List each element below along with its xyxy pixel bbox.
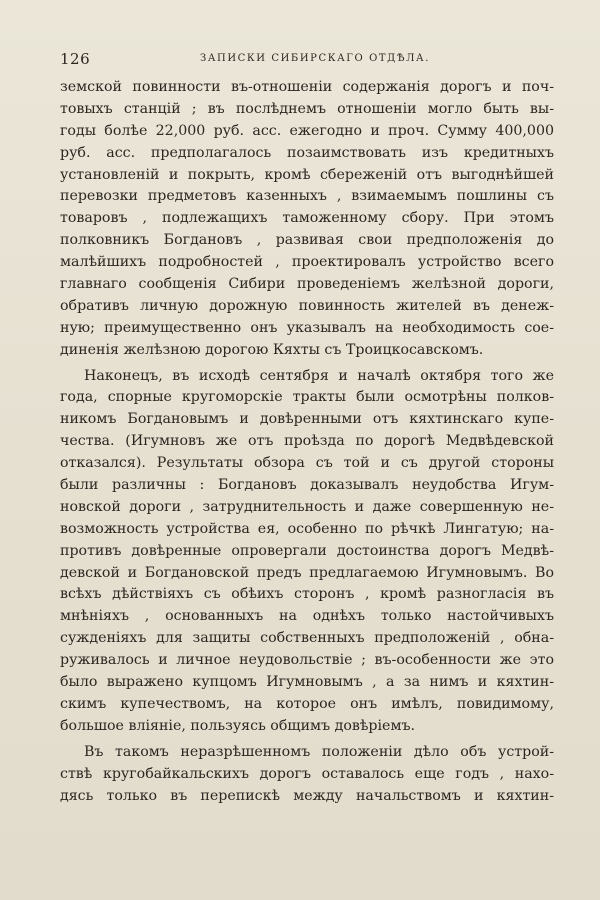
text-line: мнѣніяхъ , основанныхъ на однѣхъ только настойчивыхъ — [60, 608, 554, 625]
paragraph — [60, 742, 554, 808]
paragraph — [60, 366, 554, 738]
text-line: было выражено купцомъ Игумновымъ , а за нимъ и кяхтин- — [60, 674, 554, 691]
text-line: скимъ купечествомъ, на которое онъ имѣлъ, повидимому, — [60, 695, 554, 712]
text-line: Наконецъ, въ исходѣ сентября и началѣ октября того же — [84, 367, 554, 384]
text-line: главнаго сообщенія Сибири проведеніемъ желѣзной дороги, — [60, 276, 554, 293]
text-line: ствѣ кругобайкальскихъ дорогъ оставалось еще годъ , нахо- — [60, 765, 554, 782]
text-line: большое вліяніе, пользуясь общимъ довѣріемъ. — [60, 717, 416, 734]
text-line: дясь только въ перепискѣ между начальствомъ и кяхтин- — [60, 787, 554, 804]
text-line: ную; преимущественно онъ указывалъ на необходимость сое- — [60, 319, 554, 336]
text-line: руживалось и личное неудовольствіе ; въ-особенности же это — [60, 652, 554, 669]
page-number: 126 — [60, 50, 91, 68]
text-line: годы болѣе 22,000 руб. асс. ежегодно и проч. Сумму 400,000 — [60, 122, 554, 139]
page-header — [60, 50, 550, 72]
text-line: установленій и покрыть, кромѣ сбереженій отъ выгоднѣйшей — [60, 166, 554, 183]
text-line: руб. асс. предполагалось позаимствовать изъ кредитныхъ — [60, 144, 554, 161]
text-line: возможность устройства ея, особенно по рѣчкѣ Лингатую; на- — [60, 520, 554, 537]
text-line: обративъ личную дорожную повинность жителей въ денеж- — [60, 297, 554, 314]
running-title: ЗАПИСКИ СИБИРСКАГО ОТДѢЛА. — [200, 53, 430, 64]
text-line: года, спорные кругоморскіе тракты были осмотрѣны полков- — [60, 389, 554, 406]
text-line: сужденіяхъ для защиты собственныхъ предположеній , обна- — [60, 630, 554, 647]
text-line: диненія желѣзною дорогою Кяхты съ Троицкосавскомъ. — [60, 341, 484, 358]
text-line: земской повинности въ-отношеніи содержанія дорогъ и поч- — [60, 79, 554, 95]
text-line: товаровъ , подлежащихъ таможенному сбору. При этомъ — [60, 210, 554, 227]
text-line: малѣйшихъ подробностей , проектировалъ устройство всего — [60, 254, 554, 271]
text-line: девской и Богдановской предъ предлагаемою Игумновымъ. Во — [60, 564, 554, 581]
text-line: полковникъ Богдановъ , развивая свои предположенія до — [60, 232, 554, 249]
text-line: противъ довѣренные опровергали достоинства дорогъ Медвѣ- — [60, 542, 554, 559]
text-line: никомъ Богдановымъ и довѣренными отъ кяхтинскаго купе- — [60, 411, 554, 428]
text-line: Въ такомъ неразрѣшенномъ положеніи дѣло объ устрой- — [84, 743, 554, 760]
body-text — [60, 77, 554, 807]
text-line: были различны : Богдановъ доказывалъ неудобства Игум- — [60, 477, 554, 494]
paragraph — [60, 77, 554, 362]
text-line: чества. (Игумновъ же отъ проѣзда по дорогѣ Медвѣдевской — [60, 433, 554, 450]
text-line: перевозки предметовъ казенныхъ , взимаемымъ пошлины съ — [60, 188, 554, 205]
text-line: товыхъ станцій ; въ послѣднемъ отношеніи могло быть вы- — [60, 100, 554, 117]
text-line: новской дороги , затруднительность и даже совершенную не- — [60, 498, 554, 515]
text-line: всѣхъ дѣйствіяхъ съ обѣихъ сторонъ , кромѣ разногласія въ — [60, 586, 554, 603]
text-line: отказался). Результаты обзора съ той и съ другой стороны — [60, 455, 554, 472]
